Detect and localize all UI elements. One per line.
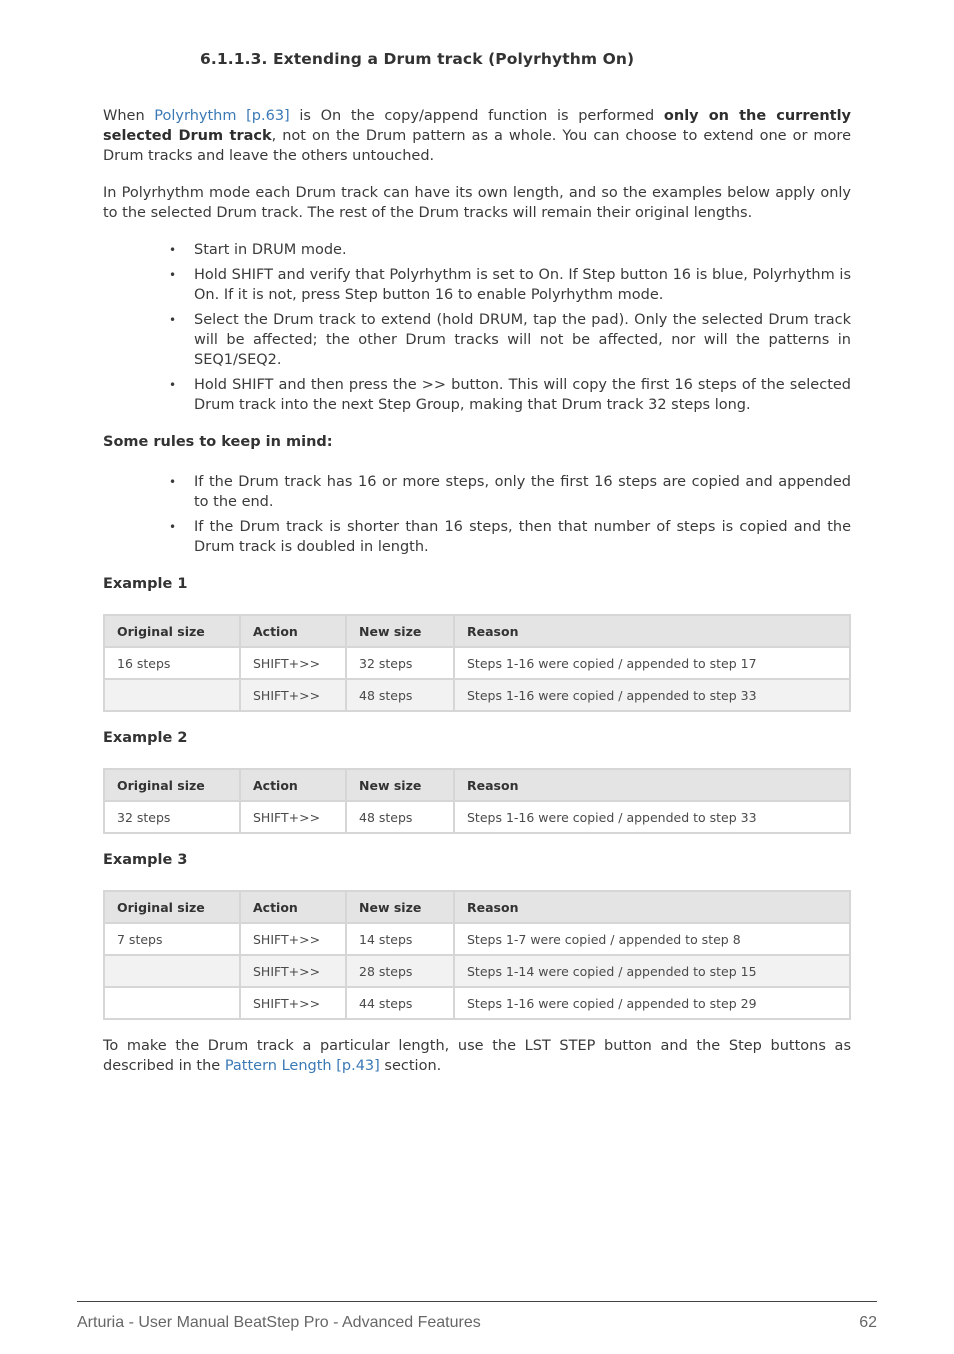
header-reason: Reason xyxy=(454,769,850,801)
footer-title: Arturia - User Manual BeatStep Pro - Advanced Features xyxy=(77,1314,481,1331)
cell-reason: Steps 1-16 were copied / appended to step 29 xyxy=(454,987,850,1019)
cell-action: SHIFT+>> xyxy=(240,923,346,955)
intro-text: , not on the Drum pattern as a whole. You can choose to extend one or more Drum tracks and leave the others untouched. xyxy=(103,128,851,164)
page-number: 62 xyxy=(859,1314,877,1331)
cell-new-size: 14 steps xyxy=(346,923,454,955)
main-content xyxy=(103,106,851,1093)
header-new-size: New size xyxy=(346,769,454,801)
cell-new-size: 32 steps xyxy=(346,647,454,679)
cell-original-size: 16 steps xyxy=(104,647,240,679)
section-heading: 6.1.1.3. Extending a Drum track (Polyrhythm On) xyxy=(200,50,635,68)
cell-original-size xyxy=(104,987,240,1019)
header-original-size: Original size xyxy=(104,769,240,801)
cell-new-size: 48 steps xyxy=(346,801,454,833)
cell-original-size xyxy=(104,679,240,711)
table-row xyxy=(104,647,850,679)
cell-reason: Steps 1-7 were copied / appended to step 8 xyxy=(454,923,850,955)
outro-text: To make the Drum track a particular length, use the LST STEP button and the Step buttons as described in the xyxy=(103,1038,851,1074)
cell-reason: Steps 1-16 were copied / appended to step 33 xyxy=(454,801,850,833)
example-1-heading: Example 1 xyxy=(103,576,188,592)
cell-action: SHIFT+>> xyxy=(240,987,346,1019)
cell-reason: Steps 1-14 were copied / appended to step 15 xyxy=(454,955,850,987)
cell-action: SHIFT+>> xyxy=(240,955,346,987)
example-1-table xyxy=(103,614,851,712)
table-header-row xyxy=(104,615,850,647)
cell-original-size xyxy=(104,955,240,987)
table-row xyxy=(104,679,850,711)
list-item: • If the Drum track has 16 or more steps, only the first 16 steps are copied and appended to the end. xyxy=(194,472,851,512)
cell-new-size: 44 steps xyxy=(346,987,454,1019)
cell-action: SHIFT+>> xyxy=(240,647,346,679)
cell-action: SHIFT+>> xyxy=(240,679,346,711)
header-action: Action xyxy=(240,769,346,801)
intro-text: When xyxy=(103,108,155,124)
outro-text: section. xyxy=(379,1058,442,1074)
list-item: • If the Drum track is shorter than 16 steps, then that number of steps is copied and the Drum track is doubled in length. xyxy=(194,517,851,557)
polyrhythm-link[interactable]: Polyrhythm [p.63] xyxy=(154,108,290,124)
table-header-row xyxy=(104,769,850,801)
header-reason: Reason xyxy=(454,891,850,923)
cell-action: SHIFT+>> xyxy=(240,801,346,833)
example-3-table xyxy=(103,890,851,1020)
footer-divider xyxy=(77,1301,877,1302)
table-header-row xyxy=(104,891,850,923)
cell-reason: Steps 1-16 were copied / appended to step 17 xyxy=(454,647,850,679)
cell-original-size: 32 steps xyxy=(104,801,240,833)
header-new-size: New size xyxy=(346,615,454,647)
steps-list xyxy=(103,240,851,415)
table-row xyxy=(104,801,850,833)
list-item: • Hold SHIFT and verify that Polyrhythm is set to On. If Step button 16 is blue, Polyrhythm is On. If it is not, press Step button 16 to enable Polyrhythm mode. xyxy=(194,265,851,305)
list-item: • Hold SHIFT and then press the >> button. This will copy the first 16 steps of the selected Drum track into the next Step Group, making that Drum track 32 steps long. xyxy=(194,375,851,415)
header-reason: Reason xyxy=(454,615,850,647)
list-item: • Select the Drum track to extend (hold DRUM, tap the pad). Only the selected Drum track will be affected; the other Drum tracks will not be affected, nor will the patterns in SEQ1/SEQ2. xyxy=(194,310,851,370)
rules-heading: Some rules to keep in mind: xyxy=(103,434,333,450)
cell-new-size: 48 steps xyxy=(346,679,454,711)
outro-paragraph xyxy=(103,1036,851,1076)
table-row xyxy=(104,955,850,987)
cell-new-size: 28 steps xyxy=(346,955,454,987)
list-item: • Start in DRUM mode. xyxy=(194,240,851,260)
table-row xyxy=(104,987,850,1019)
header-original-size: Original size xyxy=(104,891,240,923)
table-row xyxy=(104,923,850,955)
example-2-heading: Example 2 xyxy=(103,730,188,746)
pattern-length-link[interactable]: Pattern Length [p.43] xyxy=(224,1058,380,1074)
intro-paragraph-1 xyxy=(103,106,851,166)
cell-reason: Steps 1-16 were copied / appended to step 33 xyxy=(454,679,850,711)
header-action: Action xyxy=(240,615,346,647)
cell-original-size: 7 steps xyxy=(104,923,240,955)
intro-paragraph-2: In Polyrhythm mode each Drum track can have its own length, and so the examples below apply only to the selected Drum track. The rest of the Drum tracks will remain their original lengths. xyxy=(103,185,851,221)
header-new-size: New size xyxy=(346,891,454,923)
rules-list xyxy=(103,472,851,557)
header-action: Action xyxy=(240,891,346,923)
header-original-size: Original size xyxy=(104,615,240,647)
intro-bold-text: only on the currently selected Drum track xyxy=(103,108,851,144)
intro-text: is On the copy/append function is performed xyxy=(289,108,664,124)
example-3-heading: Example 3 xyxy=(103,852,188,868)
example-2-table xyxy=(103,768,851,834)
